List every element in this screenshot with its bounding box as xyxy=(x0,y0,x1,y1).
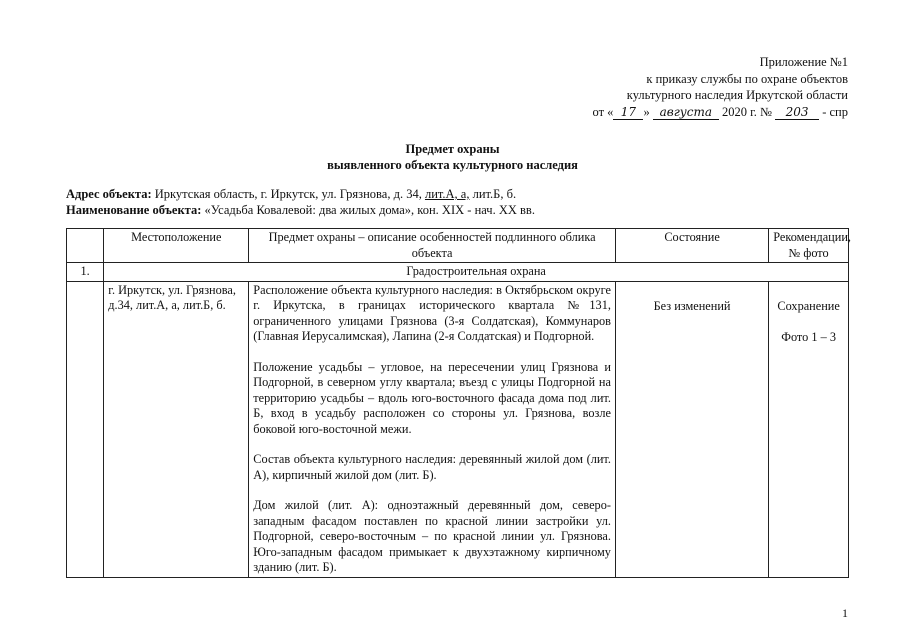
appendix-header xyxy=(593,54,849,120)
handwritten-month: августа xyxy=(653,106,719,120)
description-paragraph: Расположение объекта культурного наследия: в Октябрьском округе г. Иркутска, в границах исторического квартала №131, ограниченного улицами Грязнова (3-я Солдатская), Коммунаров (Главная Иерусалимская), Лапина (2-я Солдатская) и Подгорной. xyxy=(253,282,611,343)
appendix-line3: культурного наследия Иркутской области xyxy=(626,88,848,102)
title-line2: выявленного объекта культурного наследия xyxy=(327,158,578,172)
location-cell: г. Иркутск, ул. Грязнова, д.34, лит.А, а, лит.Б, б. xyxy=(104,281,249,577)
name-line xyxy=(66,202,535,218)
address-tail: лит.Б, б. xyxy=(469,187,517,201)
description-paragraph: Положение усадьбы – угловое, на пересечении улиц Грязнова и Подгорной, в северном углу квартала; въезд с улицы Подгорной на территорию усадьбы – вдоль юго-восточного фасада дома под лит. Б, вход в усадьбу расположен со стороны ул. Грязнова, возле боковой юго-восточной межи. xyxy=(253,359,611,436)
date-prefix: от « xyxy=(592,104,614,119)
date-year: 2020 г. № xyxy=(721,104,772,119)
title-line1: Предмет охраны xyxy=(405,142,500,156)
order-suffix: - спр xyxy=(822,104,848,119)
header-subject: Предмет охраны – описание особенностей подлинного облика объекта xyxy=(249,229,616,263)
table-header-row xyxy=(67,229,849,263)
description-cell xyxy=(249,281,616,577)
state-value: Без изменений xyxy=(653,298,731,313)
section-number: 1. xyxy=(67,263,104,282)
name-label: Наименование объекта: xyxy=(66,203,202,217)
address-line xyxy=(66,186,535,202)
handwritten-day: 17 xyxy=(613,106,643,120)
address-value: Иркутская область, г. Иркутск, ул. Грязнова, д. 34, xyxy=(151,187,425,201)
appendix-date-line xyxy=(593,104,849,121)
header-number xyxy=(67,229,104,263)
document-title xyxy=(0,141,905,173)
name-value: «Усадьба Ковалевой: два жилых дома», кон. XIX - нач. XX вв. xyxy=(201,203,535,217)
header-location: Местоположение xyxy=(104,229,249,263)
description-paragraph: Дом жилой (лит. А): одноэтажный деревянный дом, северо-западным фасадом поставлен по красной линии застройки ул. Подгорной, северо-восточным – по красной линии ул. Грязнова. Юго-западным фасадом примыкает к двухэтажному кирпичному зданию (лит. Б). xyxy=(253,498,611,574)
state-cell xyxy=(615,281,768,577)
page-number: 1 xyxy=(842,606,848,620)
row-number-cell xyxy=(67,281,104,577)
date-mid: » xyxy=(643,104,650,119)
appendix-line2: к приказу службы по охране объектов xyxy=(646,71,848,86)
protection-table xyxy=(66,228,849,578)
table-row xyxy=(67,281,849,577)
recommendation-value: Сохранение xyxy=(777,298,840,313)
object-meta xyxy=(66,186,535,218)
description-paragraph: Состав объекта культурного наследия: деревянный жилой дом (лит. А), кирпичный жилой дом (лит. Б). xyxy=(253,452,611,482)
section-title: Градостроительная охрана xyxy=(104,263,849,282)
header-recommendations: Рекомендации, № фото xyxy=(769,229,849,263)
section-row xyxy=(67,263,849,282)
address-label: Адрес объекта: xyxy=(66,187,152,201)
photo-reference: Фото 1 – 3 xyxy=(781,330,836,344)
appendix-title: Приложение №1 xyxy=(759,55,848,69)
recommendation-cell xyxy=(769,281,849,577)
header-state: Состояние xyxy=(615,229,768,263)
handwritten-order-number: 203 xyxy=(775,106,819,120)
address-underlined: лит.А, а, xyxy=(424,187,470,201)
